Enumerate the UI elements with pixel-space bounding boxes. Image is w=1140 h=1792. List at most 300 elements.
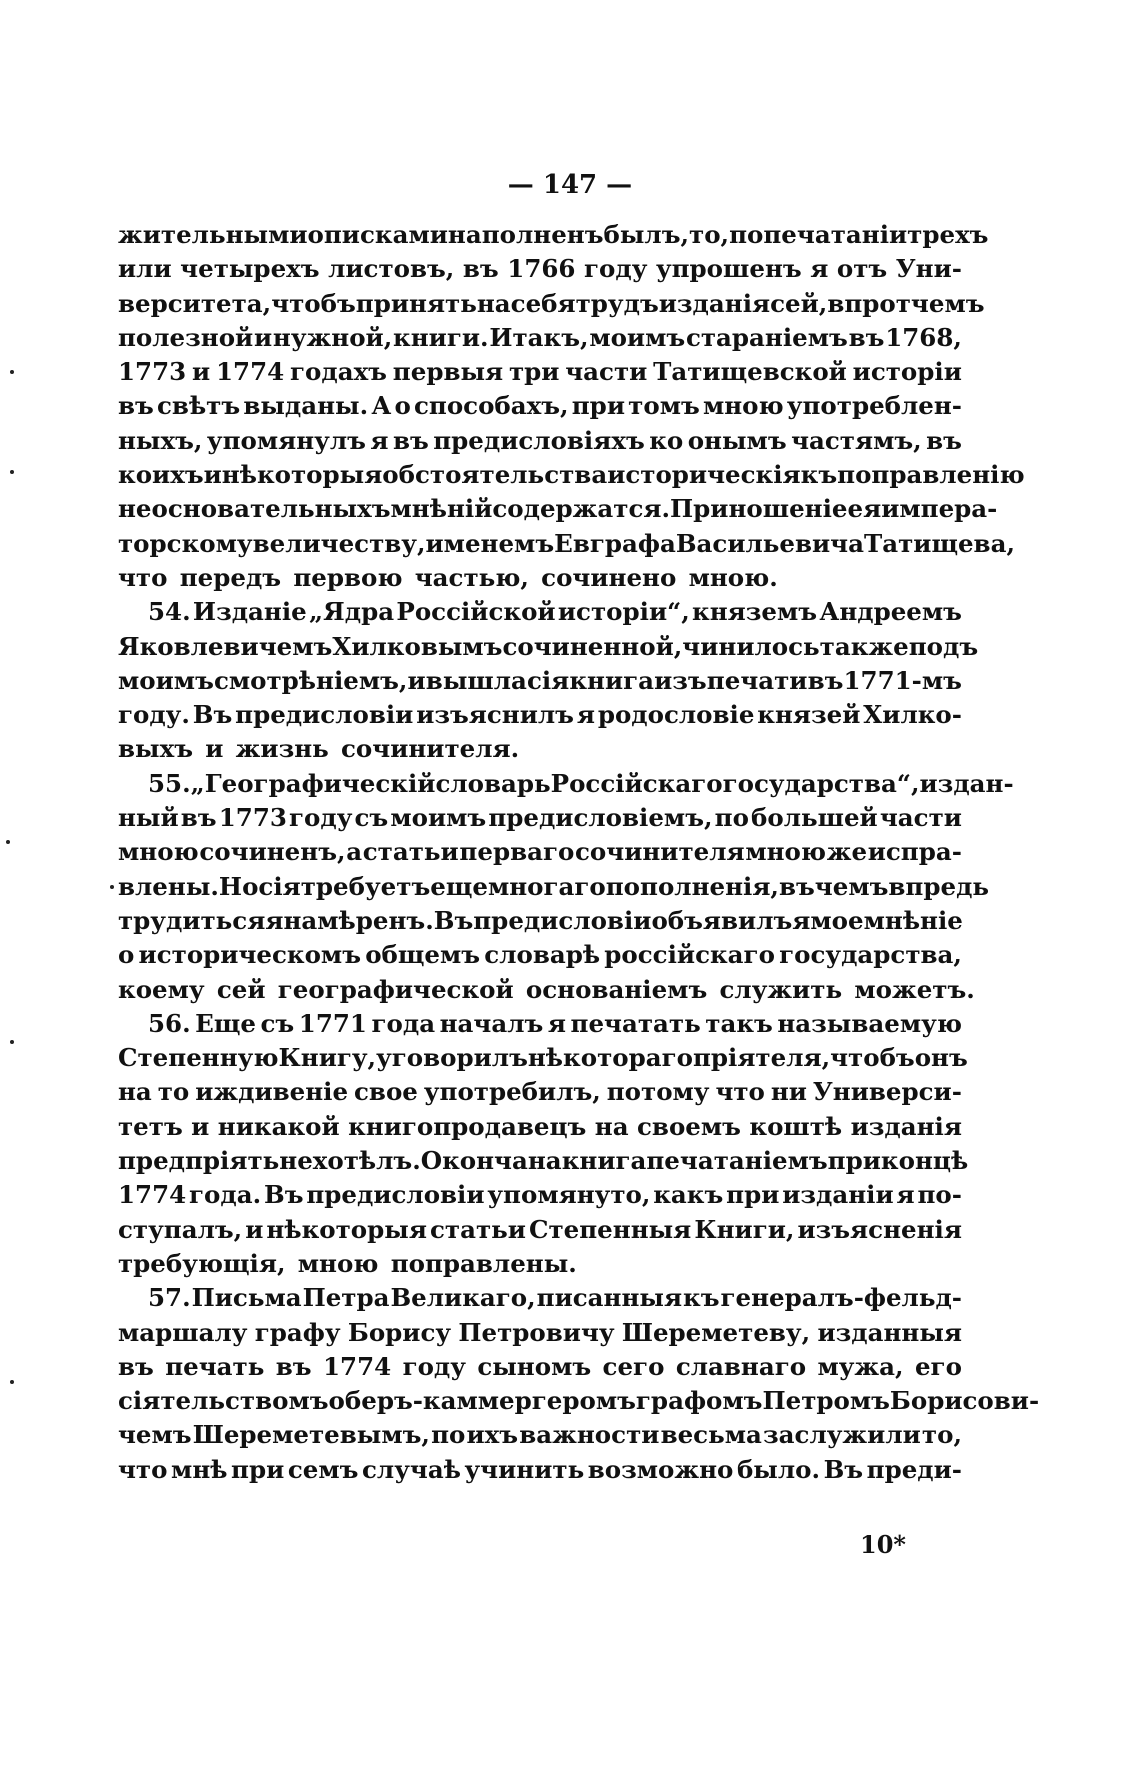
word: Изданіе [192, 597, 307, 627]
word: коему [118, 974, 205, 1004]
signature-mark: 10* [860, 1530, 906, 1559]
text-line [118, 732, 962, 766]
word: и [245, 1214, 264, 1244]
word: упомянуто, [487, 1180, 651, 1210]
text-line [118, 561, 962, 595]
word: описками [307, 220, 448, 249]
word: упрошенъ [655, 254, 802, 284]
text-line [118, 664, 962, 698]
word: году [289, 803, 353, 833]
word: Окончана [420, 1146, 562, 1176]
word: изданныя [817, 1317, 962, 1347]
word: на [476, 288, 511, 318]
word: отъ [836, 254, 888, 284]
word: въ [180, 803, 217, 833]
word: иждивеніе [195, 1077, 349, 1107]
word: себя [510, 288, 576, 318]
word: чемъ [118, 1420, 192, 1450]
text-line [118, 1316, 962, 1350]
text-line [118, 767, 1014, 801]
word: предисловіи [235, 700, 414, 730]
text-line [118, 1041, 968, 1075]
word: Универси- [812, 1077, 962, 1107]
word: Шереметеву, [621, 1317, 811, 1347]
word: не [279, 1146, 313, 1176]
word: при [827, 1146, 881, 1176]
word: мною [118, 837, 199, 867]
word: и [407, 665, 426, 695]
word: чинилось [682, 631, 820, 661]
word: Еще [195, 1008, 256, 1038]
word: верситета, [118, 288, 272, 318]
word: по [431, 1420, 466, 1450]
word: сей [216, 974, 266, 1004]
word: по [729, 220, 764, 249]
word: то, [921, 1420, 962, 1450]
word: влены. [118, 871, 219, 901]
text-line [118, 801, 962, 835]
word: Но [218, 871, 259, 901]
word: также [819, 631, 909, 661]
word: мною. [688, 562, 778, 592]
text-line [118, 904, 962, 938]
word: что [118, 1454, 168, 1484]
word: ступалъ, [118, 1214, 243, 1244]
text-line [118, 492, 998, 526]
word: Россійской [396, 597, 556, 627]
word: по [714, 803, 749, 833]
word: на [118, 1077, 152, 1107]
word: весьма [660, 1420, 762, 1450]
word: Хилковымъ [332, 631, 503, 661]
word: учинить [464, 1454, 585, 1484]
word: Шереметевымъ, [192, 1420, 430, 1450]
word: ея [847, 494, 882, 524]
word: изданіи [782, 1180, 894, 1210]
margin-speck [10, 470, 14, 474]
word: сочиненной, [502, 631, 683, 661]
word: общемъ [365, 940, 481, 970]
word: сыномъ [477, 1351, 592, 1381]
word: сочинителя [575, 837, 745, 867]
word: моимъ [589, 322, 686, 352]
word: ныхъ, [118, 425, 203, 455]
word: я [896, 1180, 915, 1210]
word: нѣкоторыя [221, 460, 383, 490]
word: Андреемъ [819, 597, 962, 627]
word: Евграфа [554, 528, 676, 558]
word: впротчемъ [827, 288, 985, 318]
word: листовъ, [328, 254, 455, 284]
word: свѣтъ [157, 391, 241, 421]
word: же [826, 837, 868, 867]
word: Книги, [694, 1214, 795, 1244]
word: печати [706, 665, 808, 695]
word: торскому [118, 528, 253, 558]
text-line [118, 389, 962, 423]
word: Книгу, [278, 1043, 377, 1073]
word: три [508, 357, 560, 387]
word: Васильевича [675, 528, 864, 558]
word: возможно [587, 1454, 734, 1484]
word: никакой [217, 1111, 340, 1141]
word: и [203, 460, 222, 490]
word: нѣкоторыя [266, 1214, 427, 1244]
text-line [118, 1007, 962, 1041]
word: сочиненъ, [199, 837, 346, 867]
word: поправлены. [390, 1248, 577, 1278]
word: Въ [823, 1454, 864, 1484]
text-line [118, 1350, 962, 1384]
word: года. [189, 1180, 262, 1210]
word: началъ [439, 1008, 544, 1038]
word: именемъ [425, 528, 555, 558]
word: писанныя [536, 1283, 683, 1313]
word: при [571, 391, 625, 421]
word: чтобъ [830, 1043, 915, 1073]
word: способахъ, [413, 391, 569, 421]
word: смотрѣніемъ, [213, 665, 408, 695]
word: при [231, 1454, 285, 1484]
text-line [118, 1178, 962, 1212]
word: 54. [148, 597, 191, 627]
word: и [192, 357, 211, 387]
word: графу [254, 1317, 341, 1347]
word: основаніемъ [525, 974, 708, 1004]
word: изданія [850, 1111, 962, 1141]
word: предисловіемъ, [488, 803, 713, 833]
word: сочинено [541, 562, 677, 592]
word: 55. [148, 768, 191, 798]
word: о [394, 391, 411, 421]
word: чемъ [814, 871, 889, 901]
word: книги. [393, 322, 489, 352]
word: выхъ [118, 734, 193, 764]
word: мнѣ [171, 1454, 228, 1484]
word: съ [354, 803, 389, 833]
text-line [118, 938, 962, 972]
word: моимъ [118, 665, 214, 695]
word: и [253, 322, 273, 352]
word: сочинителя. [341, 734, 520, 764]
word: передъ [179, 562, 282, 592]
word: княземъ [692, 597, 818, 627]
text-line [118, 458, 1025, 492]
word: трудъ [575, 288, 659, 318]
word: заслужили [763, 1420, 921, 1450]
word: я [370, 425, 389, 455]
word: содержатся. [492, 494, 671, 524]
word: въ [462, 254, 499, 284]
text-line [118, 630, 979, 664]
text-line [118, 835, 962, 869]
word: я [810, 254, 829, 284]
word: предисловіяхъ [433, 425, 645, 455]
word: сей, [770, 288, 828, 318]
word: уговорилъ [376, 1043, 528, 1073]
margin-speck [6, 840, 10, 844]
word: полезной [118, 322, 254, 352]
word: случаѣ [362, 1454, 461, 1484]
word: предисловіи [473, 905, 652, 935]
word: историческія [607, 460, 801, 490]
text-line [118, 1453, 962, 1487]
word: то [157, 1077, 190, 1107]
word: я [547, 1008, 566, 1038]
word: своемъ [637, 1111, 741, 1141]
word: словарь [435, 768, 551, 798]
word: коштѣ [749, 1111, 843, 1141]
word: объявилъ [651, 905, 793, 935]
word: году [402, 1351, 466, 1381]
word: году [584, 254, 648, 284]
word: наполненъ [447, 220, 604, 249]
word: на [594, 1111, 629, 1141]
text-line [118, 870, 990, 904]
word: я [265, 905, 284, 935]
word: мною [297, 1248, 379, 1278]
word: изъ [654, 665, 707, 695]
text-line [118, 595, 962, 629]
margin-speck [110, 885, 114, 889]
word: Степенную [118, 1043, 279, 1073]
text-line [118, 698, 962, 732]
word: Татищевской [653, 357, 847, 387]
word: въ [778, 871, 815, 901]
word: еще [430, 871, 488, 901]
word: 1774 [322, 1351, 392, 1381]
margin-speck [10, 370, 14, 374]
word: нужной, [272, 322, 393, 352]
text-line [118, 1384, 1040, 1418]
margin-speck [10, 1040, 14, 1044]
word: книга [569, 665, 655, 695]
word: преди- [866, 1454, 962, 1484]
word: 1773 [118, 357, 187, 387]
word: изъяснилъ [416, 700, 574, 730]
word: Петромъ [762, 1386, 890, 1416]
word: подъ [908, 631, 979, 661]
word: сія [258, 871, 301, 901]
word: впредь [888, 871, 990, 901]
word: первыя [392, 357, 504, 387]
word: въ [118, 1351, 154, 1381]
word: славнаго [675, 1351, 807, 1381]
word: печать [165, 1351, 265, 1381]
word: сего [602, 1351, 665, 1381]
word: печатать [570, 1008, 701, 1038]
word: о [118, 940, 135, 970]
word: намѣренъ. [283, 905, 434, 935]
word: коихъ [118, 460, 204, 490]
word: Великаго, [390, 1283, 536, 1313]
word: части [565, 357, 648, 387]
text-line [118, 1213, 962, 1247]
word: „Ядра [309, 597, 395, 627]
word: географической [277, 974, 514, 1004]
word: россійскаго [604, 940, 775, 970]
word: ко [649, 425, 684, 455]
word: мое [810, 905, 864, 935]
word: что [715, 1077, 765, 1107]
word: издан- [919, 768, 1014, 798]
word: 1771-мъ [843, 665, 962, 695]
word: сія [526, 665, 570, 695]
word: важности [519, 1420, 660, 1450]
word: многаго [487, 871, 606, 901]
text-line [118, 218, 989, 252]
word: томъ [628, 391, 700, 421]
word: выданы. [243, 391, 369, 421]
word: четырехъ [180, 254, 320, 284]
text-line [118, 1144, 969, 1178]
word: по- [917, 1180, 962, 1210]
word: статьи [362, 837, 459, 867]
word: а [346, 837, 363, 867]
word: я [576, 700, 595, 730]
text-line [118, 287, 985, 321]
word: государства“, [722, 768, 920, 798]
word: тетъ [118, 1111, 183, 1141]
word: мною [702, 391, 784, 421]
word: Петровичу [458, 1317, 615, 1347]
word: годахъ [290, 357, 387, 387]
word: употребилъ, [423, 1077, 601, 1107]
word: печатаніи [763, 220, 908, 249]
word: упомянулъ [206, 425, 366, 455]
word: такъ [705, 1008, 773, 1038]
word: историческомъ [138, 940, 362, 970]
word: что [118, 562, 168, 592]
word: былъ, [603, 220, 690, 249]
word: книга [561, 1146, 647, 1176]
word: Въ [263, 1180, 304, 1210]
margin-speck [10, 1380, 14, 1384]
word: въ [926, 425, 962, 455]
word: году. [118, 700, 190, 730]
word: въ [392, 425, 429, 455]
body-text [118, 218, 1040, 1487]
word: Хилко- [863, 700, 962, 730]
text-line [118, 1418, 962, 1452]
word: потому [606, 1077, 710, 1107]
word: Письма [191, 1283, 302, 1313]
word: 1766 [507, 254, 576, 284]
word: концѣ [880, 1146, 969, 1176]
word: 1774 [118, 1180, 187, 1210]
word: Борису [347, 1317, 452, 1347]
word: семъ [287, 1454, 359, 1484]
word: поправленію [837, 460, 1025, 490]
word: стараніемъ [685, 322, 848, 352]
word: какъ [653, 1180, 724, 1210]
word: ный [118, 803, 179, 833]
word: Борисови- [889, 1386, 1040, 1416]
word: и [191, 1111, 210, 1141]
word: моимъ [390, 803, 487, 833]
word: или [118, 254, 172, 284]
word: къ [800, 460, 838, 490]
word: сіятельствомъ [118, 1386, 329, 1416]
word: къ [683, 1283, 720, 1313]
word: онъ [914, 1043, 968, 1073]
word: Татищева, [864, 528, 1015, 558]
word: словарѣ [484, 940, 601, 970]
word: А [371, 391, 392, 421]
word: вышла [425, 665, 527, 695]
word: мною [745, 837, 827, 867]
word: книгопродавецъ [348, 1111, 587, 1141]
word: величеству, [252, 528, 426, 558]
word: генералъ-фельд- [720, 1283, 962, 1313]
word: требующія, [118, 1248, 286, 1278]
word: 1771 [298, 1008, 367, 1038]
word: 57. [148, 1283, 191, 1313]
word: графомъ [635, 1386, 763, 1416]
word: его [914, 1351, 962, 1381]
text-line [118, 1247, 962, 1281]
word: части [879, 803, 962, 833]
word: то, [689, 220, 730, 249]
word: Въ [192, 700, 233, 730]
word: Уни- [895, 254, 962, 284]
word: нѣкотораго [527, 1043, 693, 1073]
word: мнѣніе [863, 905, 963, 935]
word: обстоятельства [382, 460, 608, 490]
word: неосновательныхъ [118, 494, 391, 524]
word: было. [736, 1454, 821, 1484]
word: хотѣлъ. [312, 1146, 421, 1176]
word: чтобъ [271, 288, 356, 318]
word: перваго [459, 837, 575, 867]
word: жительными [118, 220, 308, 249]
word: родословіе [597, 700, 755, 730]
text-line [118, 1281, 962, 1315]
word: пріятеля, [692, 1043, 831, 1073]
word: 1774 [216, 357, 285, 387]
word: частямъ, [791, 425, 922, 455]
word: „Географическій [190, 768, 436, 798]
word: года [371, 1008, 436, 1038]
word: Степенныя [528, 1214, 692, 1244]
word: въ [807, 665, 844, 695]
word: онымъ [687, 425, 787, 455]
word: изданія [658, 288, 771, 318]
text-line [118, 252, 962, 286]
text-line [118, 1110, 962, 1144]
word: и [205, 734, 224, 764]
word: импера- [881, 494, 998, 524]
word: употреблен- [786, 391, 962, 421]
word: трехъ [907, 220, 989, 249]
word: Яковлевичемъ [118, 631, 333, 661]
word: мужа, [817, 1351, 904, 1381]
word: Въ [433, 905, 474, 935]
word: служить [719, 974, 843, 1004]
word: изъясненія [797, 1214, 962, 1244]
word: Россійскаго [550, 768, 723, 798]
word: требуетъ [300, 871, 431, 901]
word: можетъ. [854, 974, 975, 1004]
text-line [118, 527, 1015, 561]
word: съ [260, 1008, 295, 1038]
page-number: — 147 — [507, 170, 633, 200]
word: мнѣній [390, 494, 493, 524]
word: называемую [777, 1008, 962, 1038]
word: оберъ-каммергеромъ [328, 1386, 636, 1416]
word: пополненія, [605, 871, 779, 901]
word: исторіи [852, 357, 962, 387]
